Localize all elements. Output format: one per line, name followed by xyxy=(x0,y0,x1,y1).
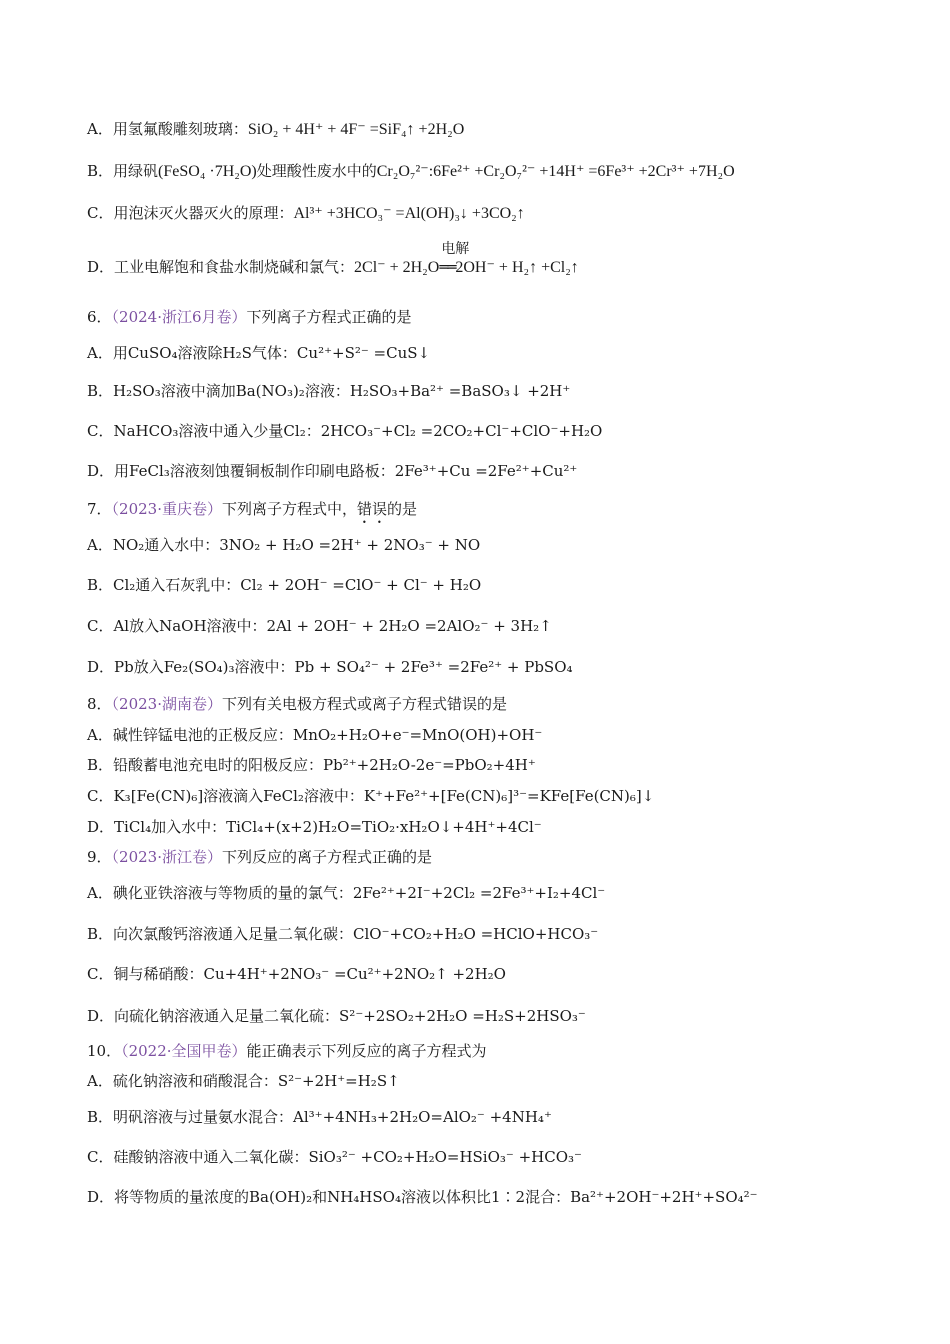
question-source: （2023·浙江卷） xyxy=(111,848,222,866)
q10-heading xyxy=(87,1040,487,1062)
question-number: 9． xyxy=(87,848,112,866)
q5-option-c xyxy=(87,202,525,225)
q8-heading xyxy=(87,693,507,715)
q9-heading xyxy=(87,846,432,868)
q9-option-c: C．铜与稀硝酸：Cu+4H⁺+2NO₃⁻ =Cu²⁺+2NO₂↑ +2H₂O xyxy=(87,965,506,983)
equation: SiO₂ + 4H⁺ + 4F⁻ =SiF₄↑ +2H₂O xyxy=(247,121,465,138)
q5-option-a xyxy=(87,118,464,141)
q6-option-c: C．NaHCO₃溶液中通入少量Cl₂：2HCO₃⁻+Cl₂ =2CO₂+Cl⁻+ClO⁻+H₂O xyxy=(87,422,603,440)
question-source: （2024·浙江6月卷） xyxy=(111,308,247,326)
question-stem: 下列反应的离子方程式正确的是 xyxy=(222,848,433,866)
option-label: B．用绿矾 xyxy=(87,162,159,180)
q5-option-b xyxy=(87,160,735,183)
question-source: （2023·湖南卷） xyxy=(111,695,222,713)
q7-option-c: C．Al放入NaOH溶液中：2Al + 2OH⁻ + 2H₂O =2AlO₂⁻ + 3H₂↑ xyxy=(87,617,552,635)
q8-option-c: C．K₃[Fe(CN)₆]溶液滴入FeCl₂溶液中：K⁺+Fe²⁺+[Fe(CN)₆]³⁻=KFe[Fe(CN)₆]↓ xyxy=(87,787,655,805)
q6-option-a: A．用CuSO₄溶液除H₂S气体：Cu²⁺+S²⁻ =CuS↓ xyxy=(87,344,431,362)
q5-option-d xyxy=(87,241,579,279)
question-source: （2022·全国甲卷） xyxy=(121,1042,247,1060)
q9-option-d: D．向硫化钠溶液通入足量二氧化硫：S²⁻+2SO₂+2H₂O =H₂S+2HSO₃⁻ xyxy=(87,1007,586,1025)
question-stem: 下列离子方程式中， xyxy=(222,500,358,518)
q8-option-d: D．TiCl₄加入水中：TiCl₄+(x+2)H₂O=TiO₂·xH₂O↓+4H⁺+4Cl⁻ xyxy=(87,818,542,836)
question-stem: 的是 xyxy=(387,500,418,518)
q10-option-c: C．硅酸钠溶液中通入二氧化碳：SiO₃²⁻ +CO₂+H₂O=HSiO₃⁻ +HCO₃⁻ xyxy=(87,1148,582,1166)
question-stem: 能正确表示下列反应的离子方程式为 xyxy=(246,1042,487,1060)
option-label: A．用氢氟酸雕刻玻璃： xyxy=(87,120,248,138)
question-number: 7． xyxy=(87,500,112,518)
option-text: 处理酸性废水中的 xyxy=(256,162,377,180)
question-stem: 下列有关电极方程式或离子方程式错误的是 xyxy=(222,695,508,713)
question-number: 8． xyxy=(87,695,112,713)
q7-heading xyxy=(87,498,417,527)
q6-heading xyxy=(87,306,412,328)
question-number: 10． xyxy=(87,1042,122,1060)
q7-option-d: D．Pb放入Fe₂(SO₄)₃溶液中：Pb + SO₄²⁻ + 2Fe³⁺ =2Fe²⁺ + PbSO₄ xyxy=(87,658,573,676)
option-label: D．工业电解饱和食盐水制烧碱和氯气： xyxy=(87,258,355,276)
q10-option-a: A．硫化钠溶液和硝酸混合：S²⁻+2H⁺=H₂S↑ xyxy=(87,1072,400,1090)
equation: Al³⁺ +3HCO₃⁻ =Al(OH)₃↓ +3CO₂↑ xyxy=(293,205,525,222)
q7-option-b: B．Cl₂通入石灰乳中：Cl₂ + 2OH⁻ =ClO⁻ + Cl⁻ + H₂O xyxy=(87,576,482,594)
question-number: 6． xyxy=(87,308,112,326)
question-source: （2023·重庆卷） xyxy=(111,500,222,518)
equation: Cr₂O₇²⁻:6Fe²⁺ +Cr₂O₇²⁻ +14H⁺ =6Fe³⁺ +2Cr³⁺ +7H₂O xyxy=(376,163,735,180)
equation: (FeSO₄ ·7H₂O) xyxy=(158,163,257,180)
q8-option-b: B．铅酸蓄电池充电时的阳极反应：Pb²⁺+2H₂O-2e⁻=PbO₂+4H⁺ xyxy=(87,756,536,774)
equation: 2OH⁻ + H₂↑ +Cl₂↑ xyxy=(455,259,579,276)
q6-option-b: B．H₂SO₃溶液中滴加Ba(NO₃)₂溶液：H₂SO₃+Ba²⁺ =BaSO₃↓ +2H⁺ xyxy=(87,382,571,400)
equation: 2Cl⁻ + 2H₂O xyxy=(354,259,440,276)
q8-option-a: A．碱性锌锰电池的正极反应：MnO₂+H₂O+e⁻=MnO(OH)+OH⁻ xyxy=(87,726,543,744)
q10-option-d: D．将等物质的量浓度的Ba(OH)₂和NH₄HSO₄溶液以体积比1∶2混合：Ba²⁺+2OH⁻+2H⁺+SO₄²⁻ xyxy=(87,1188,758,1206)
electrolysis-label: 电解 xyxy=(441,241,470,257)
emphasis-text: 错误 xyxy=(357,500,388,518)
q9-option-a: A．碘化亚铁溶液与等物质的量的氯气：2Fe²⁺+2I⁻+2Cl₂ =2Fe³⁺+I₂+4Cl⁻ xyxy=(87,884,606,902)
q9-option-b: B．向次氯酸钙溶液通入足量二氧化碳：ClO⁻+CO₂+H₂O =HClO+HCO₃⁻ xyxy=(87,925,599,943)
q10-option-b: B．明矾溶液与过量氨水混合：Al³⁺+4NH₃+2H₂O=AlO₂⁻ +4NH₄⁺ xyxy=(87,1108,552,1126)
question-stem: 下列离子方程式正确的是 xyxy=(246,308,412,326)
electrolysis-sign: 电解 ══ xyxy=(439,256,455,278)
q7-option-a: A．NO₂通入水中：3NO₂ + H₂O =2H⁺ + 2NO₃⁻ + NO xyxy=(87,536,481,554)
q6-option-d: D．用FeCl₃溶液刻蚀覆铜板制作印刷电路板：2Fe³⁺+Cu =2Fe²⁺+Cu²⁺ xyxy=(87,462,578,480)
option-label: C．用泡沫灭火器灭火的原理： xyxy=(87,204,294,222)
